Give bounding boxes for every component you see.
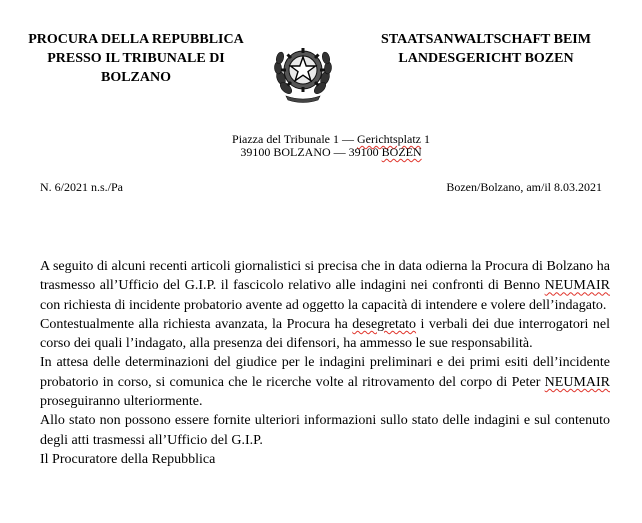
press-release-body [40, 257, 610, 469]
paragraph-2-text-a: Contestualmente alla richiesta avanzata, la Procura ha [40, 316, 353, 332]
header-italian [18, 30, 254, 87]
header-italian-line-3: BOLZANO [100, 70, 171, 85]
paragraph-3 [40, 353, 610, 411]
header-german-line-1: STAATSANWALTSCHAFT BEIM [381, 32, 591, 47]
header-italian-line-2: PRESSO IL TRIBUNALE DI [47, 51, 225, 66]
paragraph-2 [40, 315, 610, 354]
word-desegretato: desegretato [352, 316, 417, 332]
header-german [361, 30, 611, 68]
italian-republic-emblem-icon [272, 40, 334, 104]
address-street-number: 1 [420, 132, 430, 146]
address-street [0, 132, 642, 146]
paragraph-4: Allo stato non possono essere fornite ulteriori informazioni sullo stato delle indagini e sul contenuto degli atti trasmessi all’Ufficio del G.I.P. [40, 413, 610, 448]
paragraph-3-text-a: In attesa delle determinazioni del giudice per le indagini preliminari e dei primi esiti dell’incidente probatorio in corso, si comunica che le ricerche volte al ritrovamento del corpo di Peter [40, 355, 610, 390]
header-german-line-2: LANDESGERICHT BOZEN [398, 51, 574, 66]
paragraph-1 [40, 257, 610, 315]
paragraph-1-text-b: con richiesta di incidente probatorio avente ad oggetto la capacità di intendere e volere dell’indagato. [40, 297, 607, 313]
address-street-german: Gerichtsplatz [357, 132, 421, 146]
surname-peter: NEUMAIR [544, 374, 610, 390]
protocol-number: N. 6/2021 n.s./Pa [40, 180, 124, 194]
paragraph-2-text-b: i verbali dei due interrogatori nel corso dei quali l’indagato, alla presenza dei difensori, ha ammesso le sue responsabilità. [40, 316, 610, 352]
paragraph-1-text-a: A seguito di alcuni recenti articoli giornalistici si precisa che in data odierna la Procura di Bolzano ha trasmesso all’Ufficio del G.I.P. il fascicolo relativo alle indagini nei confronti di Benno [40, 259, 610, 294]
address-street-italian: Piazza del Tribunale 1 — [232, 132, 357, 146]
header-italian-line-1: PROCURA DELLA REPUBBLICA [28, 32, 244, 47]
place-date: Bozen/Bolzano, am/il 8.03.2021 [446, 180, 602, 194]
paragraph-3-text-b: proseguiranno ulteriormente. [40, 394, 203, 410]
address-city-italian: 39100 BOLZANO — 39100 [240, 145, 382, 159]
address-city [0, 145, 642, 159]
signature: Il Procuratore della Repubblica [40, 451, 216, 467]
surname-benno: NEUMAIR [544, 278, 610, 294]
address-city-german: BOZEN [381, 145, 422, 159]
